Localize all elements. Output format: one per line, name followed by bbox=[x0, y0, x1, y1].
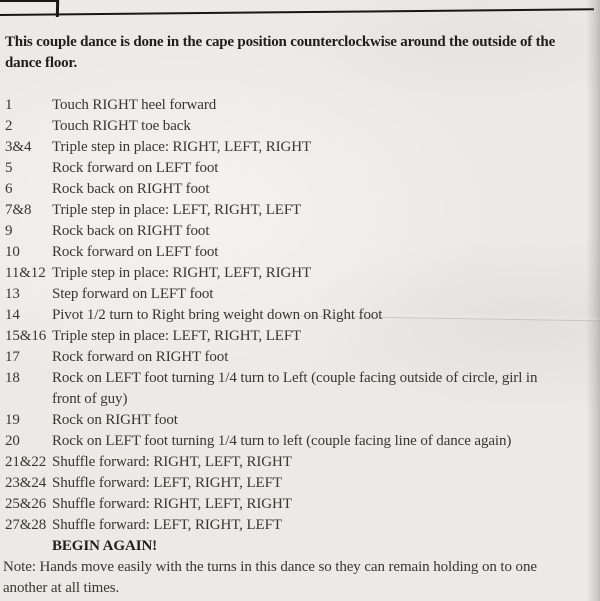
step-list bbox=[5, 95, 597, 557]
intro-line-1: This couple dance is done in the cape position counterclockwise around the outside of the bbox=[5, 34, 556, 50]
step-count: 27&28 bbox=[5, 517, 47, 533]
step-text: Touch RIGHT heel forward bbox=[52, 97, 217, 113]
step-row bbox=[5, 137, 597, 158]
step-row bbox=[5, 473, 597, 494]
step-row bbox=[5, 368, 597, 410]
step-row bbox=[5, 95, 597, 116]
step-count: 7&8 bbox=[5, 202, 32, 218]
step-row bbox=[5, 263, 597, 284]
step-count: 14 bbox=[5, 307, 20, 323]
note-line-2: another at all times. bbox=[3, 580, 120, 596]
step-count: 17 bbox=[5, 349, 20, 365]
step-text: Shuffle forward: RIGHT, LEFT, RIGHT bbox=[52, 454, 292, 470]
step-row bbox=[5, 452, 597, 473]
step-text-line-2: front of guy) bbox=[52, 391, 128, 407]
step-row bbox=[5, 179, 597, 200]
step-row bbox=[5, 494, 597, 515]
intro-paragraph bbox=[5, 32, 597, 74]
step-count: 20 bbox=[5, 433, 20, 449]
step-row bbox=[5, 515, 597, 536]
step-count: 3&4 bbox=[5, 139, 32, 155]
step-row bbox=[5, 116, 597, 137]
step-row bbox=[5, 221, 597, 242]
step-text: Rock forward on LEFT foot bbox=[52, 244, 219, 260]
note-line-1: Note: Hands move easily with the turns in this dance so they can remain holding on to one bbox=[3, 559, 537, 575]
step-count: 9 bbox=[5, 223, 13, 239]
step-text: Triple step in place: LEFT, RIGHT, LEFT bbox=[52, 202, 302, 218]
step-text: Rock forward on LEFT foot bbox=[52, 160, 219, 176]
step-text-line-1: Rock on LEFT foot turning 1/4 turn to Left (couple facing outside of circle, girl in bbox=[52, 370, 538, 386]
step-count: 1 bbox=[5, 97, 13, 113]
step-row bbox=[5, 410, 597, 431]
step-text: Triple step in place: LEFT, RIGHT, LEFT bbox=[52, 328, 302, 344]
step-count: 11&12 bbox=[5, 265, 46, 281]
step-count: 21&22 bbox=[5, 454, 47, 470]
step-count: 15&16 bbox=[5, 328, 47, 344]
step-text: Touch RIGHT toe back bbox=[52, 118, 191, 134]
step-text: Rock back on RIGHT foot bbox=[52, 181, 210, 197]
step-row bbox=[5, 305, 597, 326]
step-row bbox=[5, 284, 597, 305]
step-row bbox=[5, 347, 597, 368]
step-text: Shuffle forward: LEFT, RIGHT, LEFT bbox=[52, 475, 282, 491]
step-text: Shuffle forward: LEFT, RIGHT, LEFT bbox=[52, 517, 282, 533]
document-content bbox=[5, 32, 597, 599]
step-row bbox=[5, 200, 597, 221]
step-row bbox=[5, 326, 597, 347]
step-text: Rock forward on RIGHT foot bbox=[52, 349, 229, 365]
step-text: Rock on LEFT foot turning 1/4 turn to left (couple facing line of dance again) bbox=[52, 433, 512, 449]
step-row bbox=[5, 431, 597, 452]
step-count: 5 bbox=[5, 160, 13, 176]
step-count: 2 bbox=[5, 118, 13, 134]
step-count: 23&24 bbox=[5, 475, 47, 491]
step-row bbox=[5, 242, 597, 263]
step-count: 18 bbox=[5, 370, 20, 386]
step-count: 13 bbox=[5, 286, 20, 302]
step-text: Triple step in place: RIGHT, LEFT, RIGHT bbox=[52, 265, 312, 281]
step-text: Triple step in place: RIGHT, LEFT, RIGHT bbox=[52, 139, 312, 155]
scan-top-edge-line bbox=[0, 0, 59, 2]
note-paragraph bbox=[3, 557, 597, 599]
intro-line-2: dance floor. bbox=[5, 55, 78, 71]
step-text: Pivot 1/2 turn to Right bring weight down on Right foot bbox=[52, 307, 383, 323]
step-text bbox=[52, 368, 537, 410]
step-text: Rock on RIGHT foot bbox=[52, 412, 178, 428]
step-count: 19 bbox=[5, 412, 20, 428]
step-count: 10 bbox=[5, 244, 20, 260]
scan-top-border-line bbox=[0, 8, 594, 16]
step-text: Shuffle forward: RIGHT, LEFT, RIGHT bbox=[52, 496, 292, 512]
step-count: 6 bbox=[5, 181, 13, 197]
begin-again-label: BEGIN AGAIN! bbox=[52, 538, 158, 554]
step-text: Step forward on LEFT foot bbox=[52, 286, 214, 302]
step-count: 25&26 bbox=[5, 496, 47, 512]
step-text: Rock back on RIGHT foot bbox=[52, 223, 210, 239]
step-row bbox=[5, 158, 597, 179]
